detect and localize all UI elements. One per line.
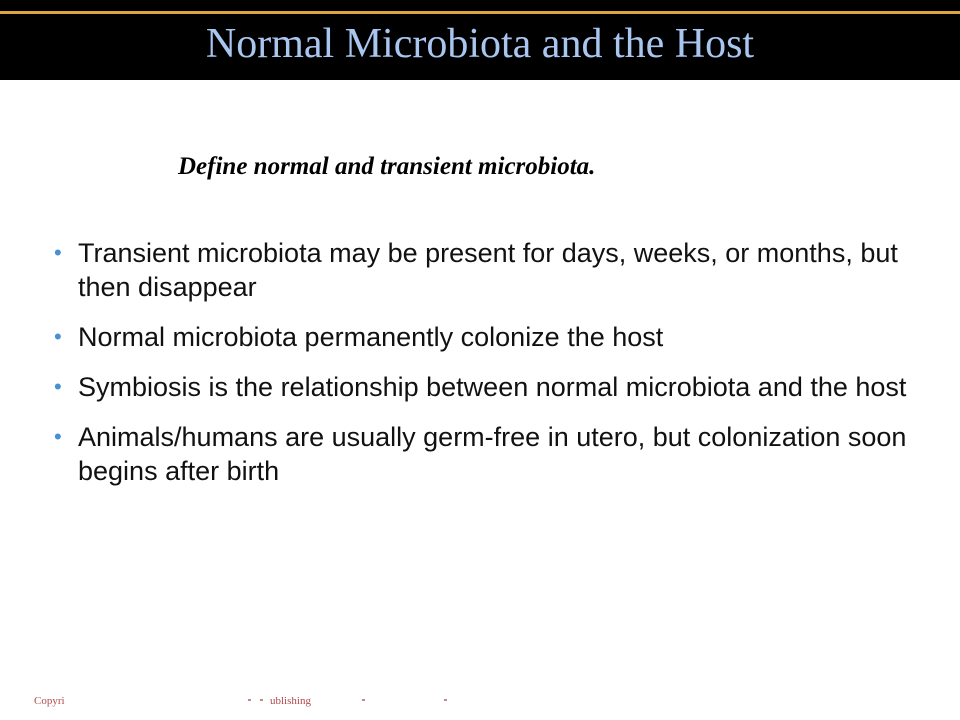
footer-copyright-fragment: Copyri <box>34 695 65 707</box>
footer-publishing-fragment: ublishing <box>270 695 311 707</box>
bullet-text: Animals/humans are usually germ-free in utero, but colonization soon begins after birth <box>78 422 907 486</box>
bullet-dot-icon: • <box>54 324 62 349</box>
copyright-footer <box>34 694 534 708</box>
learning-objective: Define normal and transient microbiota. <box>178 153 596 180</box>
title-accent-rule <box>0 11 960 14</box>
bullet-dot-icon: • <box>54 424 62 449</box>
bullet-item <box>54 370 914 404</box>
bullet-dot-icon: • <box>54 240 62 265</box>
footer-mark <box>248 699 251 701</box>
bullet-item <box>54 420 914 488</box>
footer-mark <box>444 699 447 701</box>
footer-mark <box>260 699 263 701</box>
bullet-text: Symbiosis is the relationship between normal microbiota and the host <box>78 372 907 402</box>
bullet-text: Normal microbiota permanently colonize the host <box>78 322 664 352</box>
bullet-item <box>54 236 914 304</box>
bullet-item <box>54 320 914 354</box>
bullet-list <box>54 236 914 504</box>
footer-mark <box>362 699 365 701</box>
slide-title: Normal Microbiota and the Host <box>205 21 755 67</box>
title-bar <box>0 0 960 80</box>
bullet-text: Transient microbiota may be present for days, weeks, or months, but then disappear <box>78 238 898 302</box>
bullet-dot-icon: • <box>54 374 62 399</box>
